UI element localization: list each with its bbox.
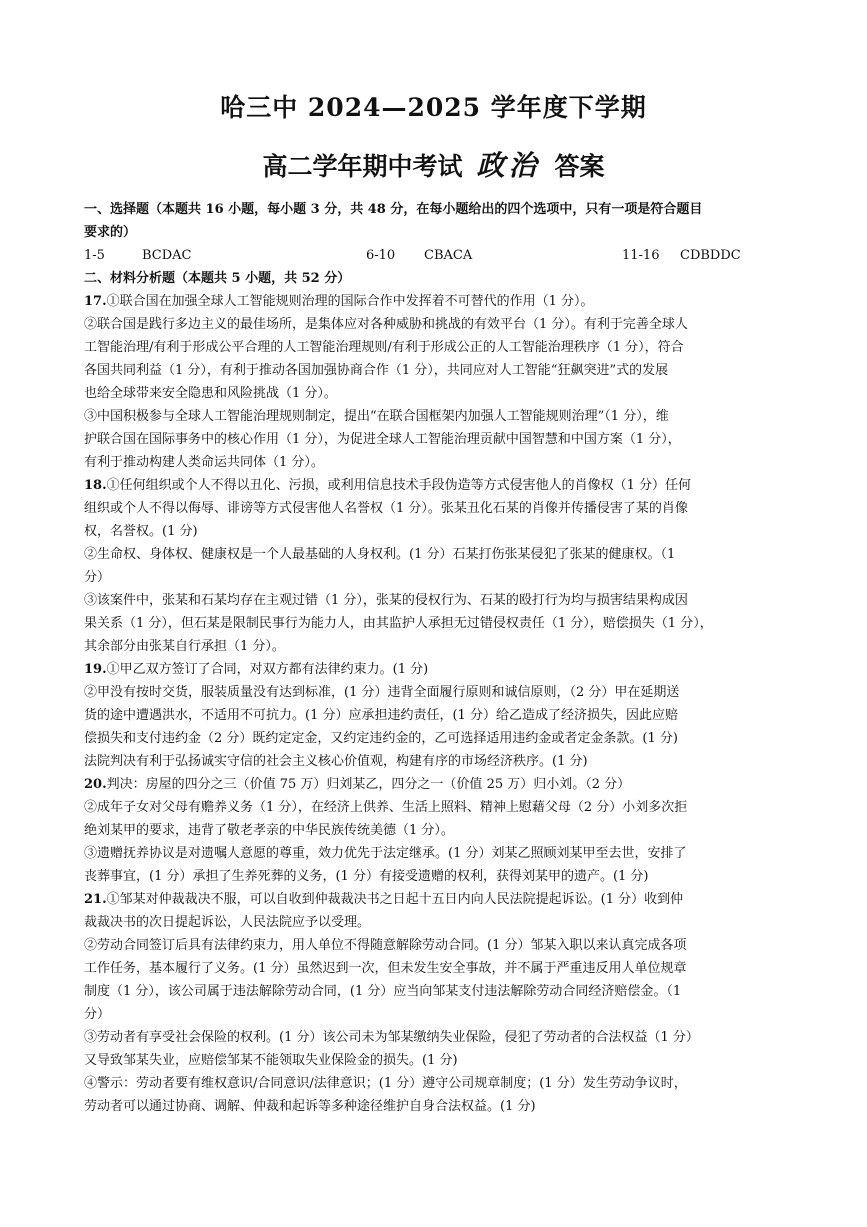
answer-line: 其余部分由张某自行承担（1 分）。 bbox=[84, 639, 285, 654]
answer-line: ②甲没有按时交货，服装质量没有达到标准，(1 分）违背全面履行原则和诚信原则，（2 分）甲在延期送 bbox=[84, 685, 680, 700]
answer-line: 17.①联合国在加强全球人工智能规则治理的国际合作中发挥着不可替代的作用（1 分）。 bbox=[84, 294, 594, 309]
answer-lines bbox=[84, 290, 790, 1118]
answer-content bbox=[84, 198, 790, 1118]
section1-heading-line2: 要求的） bbox=[84, 225, 137, 240]
answer-line: ②生命权、身体权、健康权是一个人最基础的人身权利。(1 分）石某打伤张某侵犯了张某的健康权。（1 bbox=[84, 547, 676, 562]
mc-range: 6-10 bbox=[366, 248, 396, 263]
mc-answers: BCDAC bbox=[142, 248, 192, 263]
multiple-choice-answers bbox=[84, 244, 790, 267]
answer-line: 制度（1 分），该公司属于违法解除劳动合同，(1 分）应当向邹某支付违法解除劳动合同经济赔偿金。（1 bbox=[84, 984, 682, 999]
answer-line: ②联合国是践行多边主义的最佳场所，是集体应对各种威胁和挑战的有效平台（1 分）。有利于完善全球人 bbox=[84, 317, 688, 332]
answer-line: 裁裁决书的次日提起诉讼，人民法院应予以受理。 bbox=[84, 915, 371, 930]
answer-line: ③中国积极参与全球人工智能治理规则制定，提出“在联合国框架内加强人工智能规则治理”（1 分），维 bbox=[84, 409, 669, 424]
subject-name: 政治 bbox=[476, 149, 541, 182]
mc-answers: CBACA bbox=[424, 248, 473, 263]
question-number: 17. bbox=[84, 294, 107, 309]
answer-line: 20.判决：房屋的四分之三（价值 75 万）归刘某乙，四分之一（价值 25 万）归小刘。（2 分） bbox=[84, 777, 631, 792]
answer-line: 组织或个人不得以侮辱、诽谤等方式侵害他人名誉权（1 分）。张某丑化石某的肖像并传播侵害了某的肖像 bbox=[84, 501, 688, 516]
answer-line: 又导致邹某失业，应赔偿邹某不能领取失业保险金的损失。(1 分) bbox=[84, 1053, 458, 1068]
document-title: 哈三中 2024—2025 学年度下学期 bbox=[220, 93, 647, 122]
answer-label: 答案 bbox=[554, 152, 605, 181]
answer-line: ③遗赠抚养协议是对遗嘱人意愿的尊重，效力优先于法定继承。(1 分）刘某乙照顾刘某甲至去世，安排了 bbox=[84, 846, 687, 861]
question-number: 19. bbox=[84, 662, 107, 677]
question-number: 18. bbox=[84, 478, 107, 493]
answer-line: 护联合国在国际事务中的核心作用（1 分），为促进全球人工智能治理贡献中国智慧和中国方案（1 分）， bbox=[84, 432, 681, 447]
mc-range: 11-16 bbox=[622, 248, 660, 263]
answer-line: 工作任务，基本履行了义务。(1 分）虽然迟到一次，但未发生安全事故，并不属于严重违反用人单位规章 bbox=[84, 961, 687, 976]
question-number: 20. bbox=[84, 777, 107, 792]
exam-name: 高二学年期中考试 bbox=[262, 152, 463, 181]
answer-line: ④警示：劳动者要有维权意识/合同意识/法律意识；(1 分）遵守公司规章制度；(1 分）发生劳动争议时， bbox=[84, 1076, 687, 1091]
answer-line: 19.①甲乙双方签订了合同，对双方都有法律约束力。(1 分) bbox=[84, 662, 429, 677]
answer-line: 分） bbox=[84, 570, 111, 585]
mc-range: 1-5 bbox=[84, 248, 105, 263]
answer-line: 各国共同利益（1 分），有利于推动各国加强协商合作（1 分），共同应对人工智能“狂飙突进”式的发展 bbox=[84, 363, 669, 378]
answer-line: 分） bbox=[84, 1007, 111, 1022]
answer-line: 18.①任何组织或个人不得以丑化、污损，或利用信息技术手段伪造等方式侵害他人的肖像权（1 分）任何 bbox=[84, 478, 692, 493]
answer-line: ②成年子女对父母有赡养义务（1 分），在经济上供养、生活上照料、精神上慰藉父母（2 分）小刘多次拒 bbox=[84, 800, 688, 815]
answer-line: 也给全球带来安全隐患和风险挑战（1 分）。 bbox=[84, 386, 337, 401]
answer-line: ③该案件中，张某和石某均存在主观过错（1 分），张某的侵权行为、石某的殴打行为均与损害结果构成因 bbox=[84, 593, 688, 608]
section1-heading-line1: 一、选择题（本题共 16 小题，每小题 3 分，共 48 分，在每小题给出的四个选项中，只有一项是符合题目 bbox=[84, 202, 703, 217]
answer-line: 偿损失和支付违约金（2 分）既约定定金，又约定违约金的，乙可选择适用违约金或者定金条款。(1 分) bbox=[84, 731, 678, 746]
mc-group-1 bbox=[84, 244, 366, 267]
answer-line: ③劳动者有享受社会保险的权利。(1 分）该公司未为邹某缴纳失业保险，侵犯了劳动者的合法权益（1 分） bbox=[84, 1030, 699, 1045]
answer-line: 货的途中遭遇洪水，不适用不可抗力。(1 分）应承担违约责任，(1 分）给乙造成了经济损失，因此应赔 bbox=[84, 708, 678, 723]
mc-answers: CDBDDC bbox=[680, 248, 741, 263]
section2-heading: 二、材料分析题（本题共 5 小题，共 52 分） bbox=[84, 271, 351, 286]
answer-line: 劳动者可以通过协商、调解、仲裁和起诉等多种途径维护自身合法权益。(1 分) bbox=[84, 1099, 536, 1114]
answer-line: 丧葬事宜，(1 分）承担了生养死葬的义务，(1 分）有接受遗赠的权利，获得刘某甲的遗产。(1 分) bbox=[84, 869, 649, 884]
answer-line: 21.①邹某对仲裁裁决不服，可以自收到仲裁裁决书之日起十五日内向人民法院提起诉讼。(1 分）收到仲 bbox=[84, 892, 684, 907]
answer-line: 果关系（1 分），但石某是限制民事行为能力人，由其监护人承担无过错侵权责任（1 分），赔偿损失（1 分）， bbox=[84, 616, 713, 631]
answer-line: 有利于推动构建人类命运共同体（1 分）。 bbox=[84, 455, 324, 470]
mc-group-3 bbox=[622, 244, 741, 267]
question-number: 21. bbox=[84, 892, 107, 907]
answer-line: 工智能治理/有利于形成公平合理的人工智能治理规则/有利于形成公正的人工智能治理秩序（1 分），符合 bbox=[84, 340, 684, 355]
document-subtitle bbox=[0, 144, 867, 184]
answer-line: 绝刘某甲的要求，违背了敬老孝亲的中华民族传统美德（1 分）。 bbox=[84, 823, 454, 838]
answer-line: 权，名誉权。(1 分) bbox=[84, 524, 198, 539]
mc-group-2 bbox=[366, 244, 622, 267]
answer-line: 法院判决有利于弘扬诚实守信的社会主义核心价值观，构建有序的市场经济秩序。(1 分) bbox=[84, 754, 588, 769]
answer-line: ②劳动合同签订后具有法律约束力，用人单位不得随意解除劳动合同。(1 分）邹某入职以来认真完成各项 bbox=[84, 938, 687, 953]
